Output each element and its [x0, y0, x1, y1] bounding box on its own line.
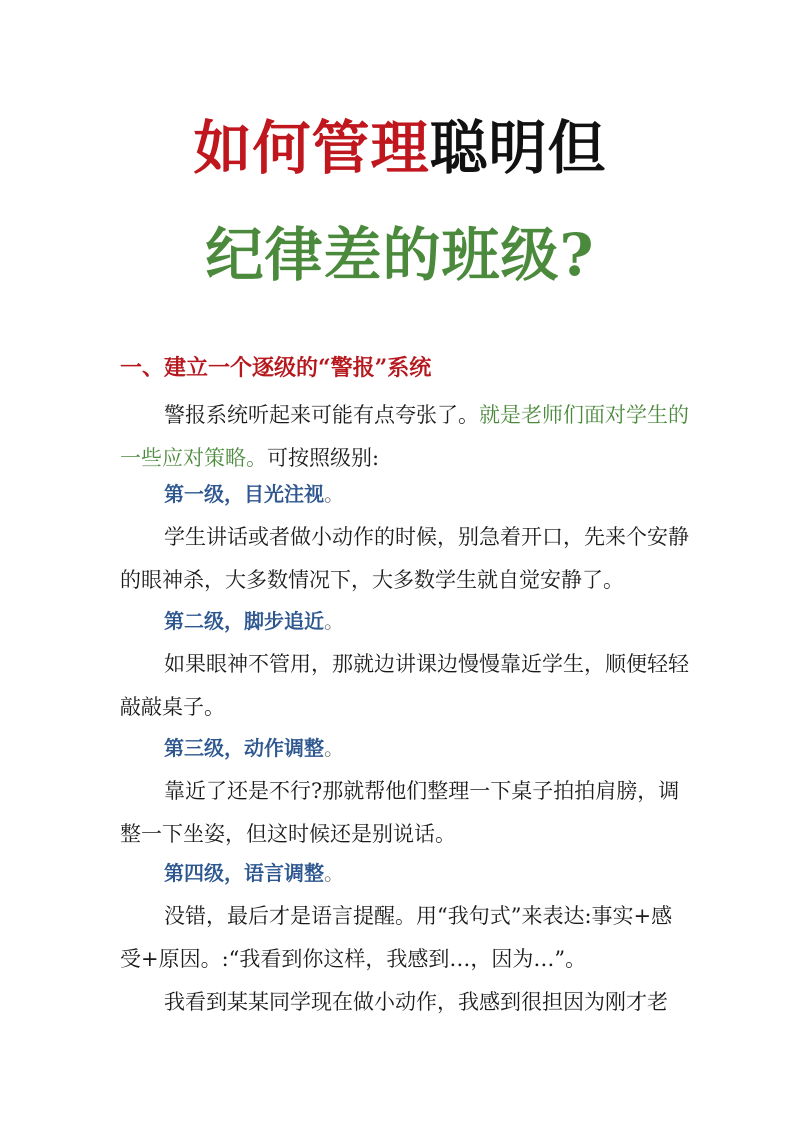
level-1-body: 学生讲话或者做小动作的时候，别急着开口，先来个安静的眼神杀，大多数情况下，大多数学生就自觉安静了。: [120, 525, 689, 592]
title-line-2: 纪律差的班级?: [205, 221, 595, 289]
intro-highlight: 就是老师们面对学生的一些应对策略。: [120, 403, 689, 470]
intro-text: 警报系统听起来可能有点夸张了。: [164, 403, 479, 427]
title-red-part: 如何管理: [193, 114, 430, 182]
level-4-body: 没错，最后才是语言提醒。用“我句式”来表达:事实+感受+原因。:“我看到你这样，我感到…，因为…”。: [120, 904, 673, 971]
last-paragraph: 我看到某某同学现在做小动作，我感到很担因为刚才老: [164, 990, 668, 1014]
title-black-part: 聪明但: [429, 114, 607, 182]
level-3-body: 靠近了还是不行?那就帮他们整理一下桌子拍拍肩膀，调整一下坐姿，但这时候还是别说话。: [120, 779, 680, 846]
level-1-heading: 第一级，目光注视。: [164, 482, 344, 506]
level-2-heading: 第二级，脚步追近。: [164, 609, 344, 633]
title-line-1: [0, 113, 800, 183]
intro-paragraph: [120, 394, 690, 480]
level-3-heading: 第三级，动作调整。: [164, 736, 344, 760]
section-heading: 一、建立一个逐级的“警报”系统: [120, 355, 432, 381]
level-4-heading: 第四级，语言调整。: [164, 861, 344, 885]
intro-tail: 可按照级别:: [267, 446, 380, 470]
level-2-body: 如果眼神不管用，那就边讲课边慢慢靠近学生，顺便轻轻敲敲桌子。: [120, 652, 689, 719]
